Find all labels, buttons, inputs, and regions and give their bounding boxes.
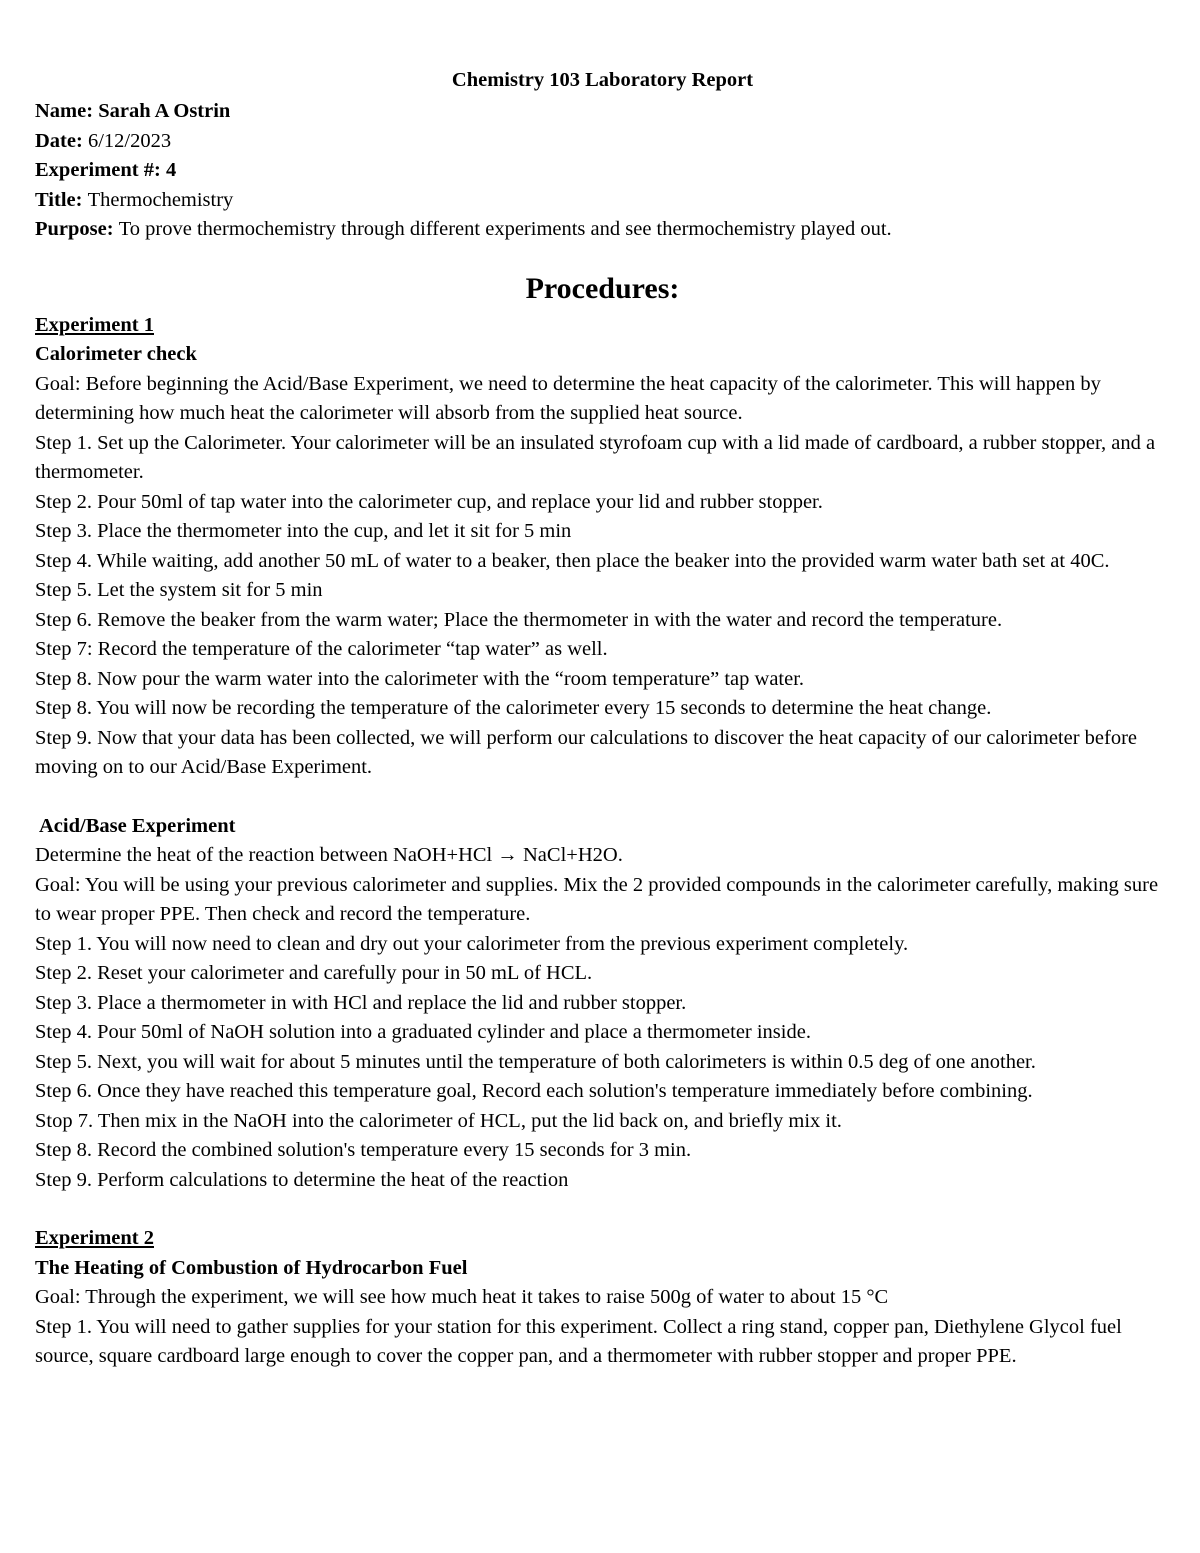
procedure-line: Stop 7. Then mix in the NaOH into the calorimeter of HCL, put the lid back on, and briefly mix it. — [35, 1109, 842, 1132]
procedure-line: Goal: You will be using your previous calorimeter and supplies. Mix the 2 provided compounds in the calorimeter carefully, making sure to wear proper PPE. Then check and record the temperature. — [35, 873, 1159, 925]
date-value: 6/12/2023 — [87, 129, 172, 152]
acid-base-body — [35, 841, 1170, 1195]
purpose-label: Purpose: — [35, 218, 119, 240]
calorimeter-check-heading: Calorimeter check — [35, 343, 197, 365]
experiment-number-value: 4 — [165, 159, 177, 181]
procedures-heading: Procedures: — [525, 271, 680, 305]
date-line — [35, 127, 1170, 157]
experiment-number-line — [35, 156, 1170, 186]
experiment-1-heading: Experiment 1 — [35, 313, 154, 336]
date-label: Date: — [35, 129, 88, 152]
procedure-line: Step 4. While waiting, add another 50 mL of water to a beaker, then place the beaker into the provided warm water bath set at 40C. — [35, 549, 1110, 572]
name-value: Sarah A Ostrin — [98, 100, 231, 122]
combustion-heading: The Heating of Combustion of Hydrocarbon Fuel — [35, 1256, 468, 1279]
title-line — [35, 186, 1170, 216]
procedure-line: Step 3. Place a thermometer in with HCl and replace the lid and rubber stopper. — [35, 991, 687, 1014]
procedure-line: Determine the heat of the reaction between NaOH+HCl → NaCl+H2O. — [35, 844, 623, 866]
procedure-line: Step 8. Record the combined solution's temperature every 15 seconds for 3 min. — [35, 1139, 692, 1161]
combustion-body — [35, 1283, 1170, 1372]
procedure-line: Step 5. Let the system sit for 5 min — [35, 579, 323, 601]
document-page — [35, 64, 1170, 1372]
experiment-2-heading: Experiment 2 — [35, 1227, 154, 1249]
procedure-line: Step 7: Record the temperature of the calorimeter “tap water” as well. — [35, 638, 608, 660]
section-spacer — [35, 1195, 1170, 1224]
procedure-line: Step 6. Remove the beaker from the warm water; Place the thermometer in with the water and record the temperature. — [35, 608, 1003, 631]
name-line — [35, 97, 1170, 127]
procedure-line: Step 4. Pour 50ml of NaOH solution into a graduated cylinder and place a thermometer inside. — [35, 1021, 811, 1043]
procedure-line: Step 5. Next, you will wait for about 5 minutes until the temperature of both calorimeters is within 0.5 deg of one another. — [35, 1050, 1036, 1073]
procedure-line: Step 3. Place the thermometer into the cup, and let it sit for 5 min — [35, 520, 572, 542]
calorimeter-check-body — [35, 370, 1170, 783]
acid-base-heading: Acid/Base Experiment — [39, 814, 236, 837]
procedure-line: Step 6. Once they have reached this temperature goal, Record each solution's temperature immediately before combining. — [35, 1080, 1033, 1102]
procedure-line: Goal: Before beginning the Acid/Base Experiment, we need to determine the heat capacity of the calorimeter. This will happen by determining how much heat the calorimeter will absorb from the supplied heat source. — [35, 372, 1101, 424]
procedure-line: Goal: Through the experiment, we will see how much heat it takes to raise 500g of water to about 15 °C — [35, 1286, 889, 1308]
report-title: Chemistry 103 Laboratory Report — [451, 69, 754, 91]
purpose-line — [35, 215, 1170, 245]
procedure-line: Step 9. Perform calculations to determine the heat of the reaction — [35, 1168, 569, 1191]
title-label: Title: — [35, 188, 88, 211]
purpose-value: To prove thermochemistry through different experiments and see thermochemistry played out. — [118, 218, 892, 240]
procedure-line: Step 1. Set up the Calorimeter. Your calorimeter will be an insulated styrofoam cup with a lid made of cardboard, a rubber stopper, and a thermometer. — [35, 431, 1156, 483]
name-label: Name: — [35, 100, 99, 122]
procedure-line: Step 8. Now pour the warm water into the calorimeter with the “room temperature” tap water. — [35, 667, 805, 690]
procedure-line: Step 2. Reset your calorimeter and carefully pour in 50 mL of HCL. — [35, 962, 593, 984]
procedure-line: Step 2. Pour 50ml of tap water into the calorimeter cup, and replace your lid and rubber stopper. — [35, 490, 823, 513]
title-value: Thermochemistry — [87, 188, 234, 211]
procedure-line: Step 1. You will now need to clean and dry out your calorimeter from the previous experiment completely. — [35, 932, 909, 955]
procedure-line: Step 8. You will now be recording the temperature of the calorimeter every 15 seconds to determine the heat change. — [35, 697, 992, 719]
procedure-line: Step 1. You will need to gather supplies for your station for this experiment. Collect a ring stand, copper pan, Diethylene Glycol fuel source, square cardboard large enough to cover the copper pan, and a thermometer with rubber stopper and proper PPE. — [35, 1315, 1122, 1367]
experiment-number-label: Experiment #: — [35, 159, 166, 181]
section-spacer — [35, 783, 1170, 812]
procedure-line: Step 9. Now that your data has been collected, we will perform our calculations to discover the heat capacity of our calorimeter before moving on to our Acid/Base Experiment. — [35, 726, 1138, 778]
